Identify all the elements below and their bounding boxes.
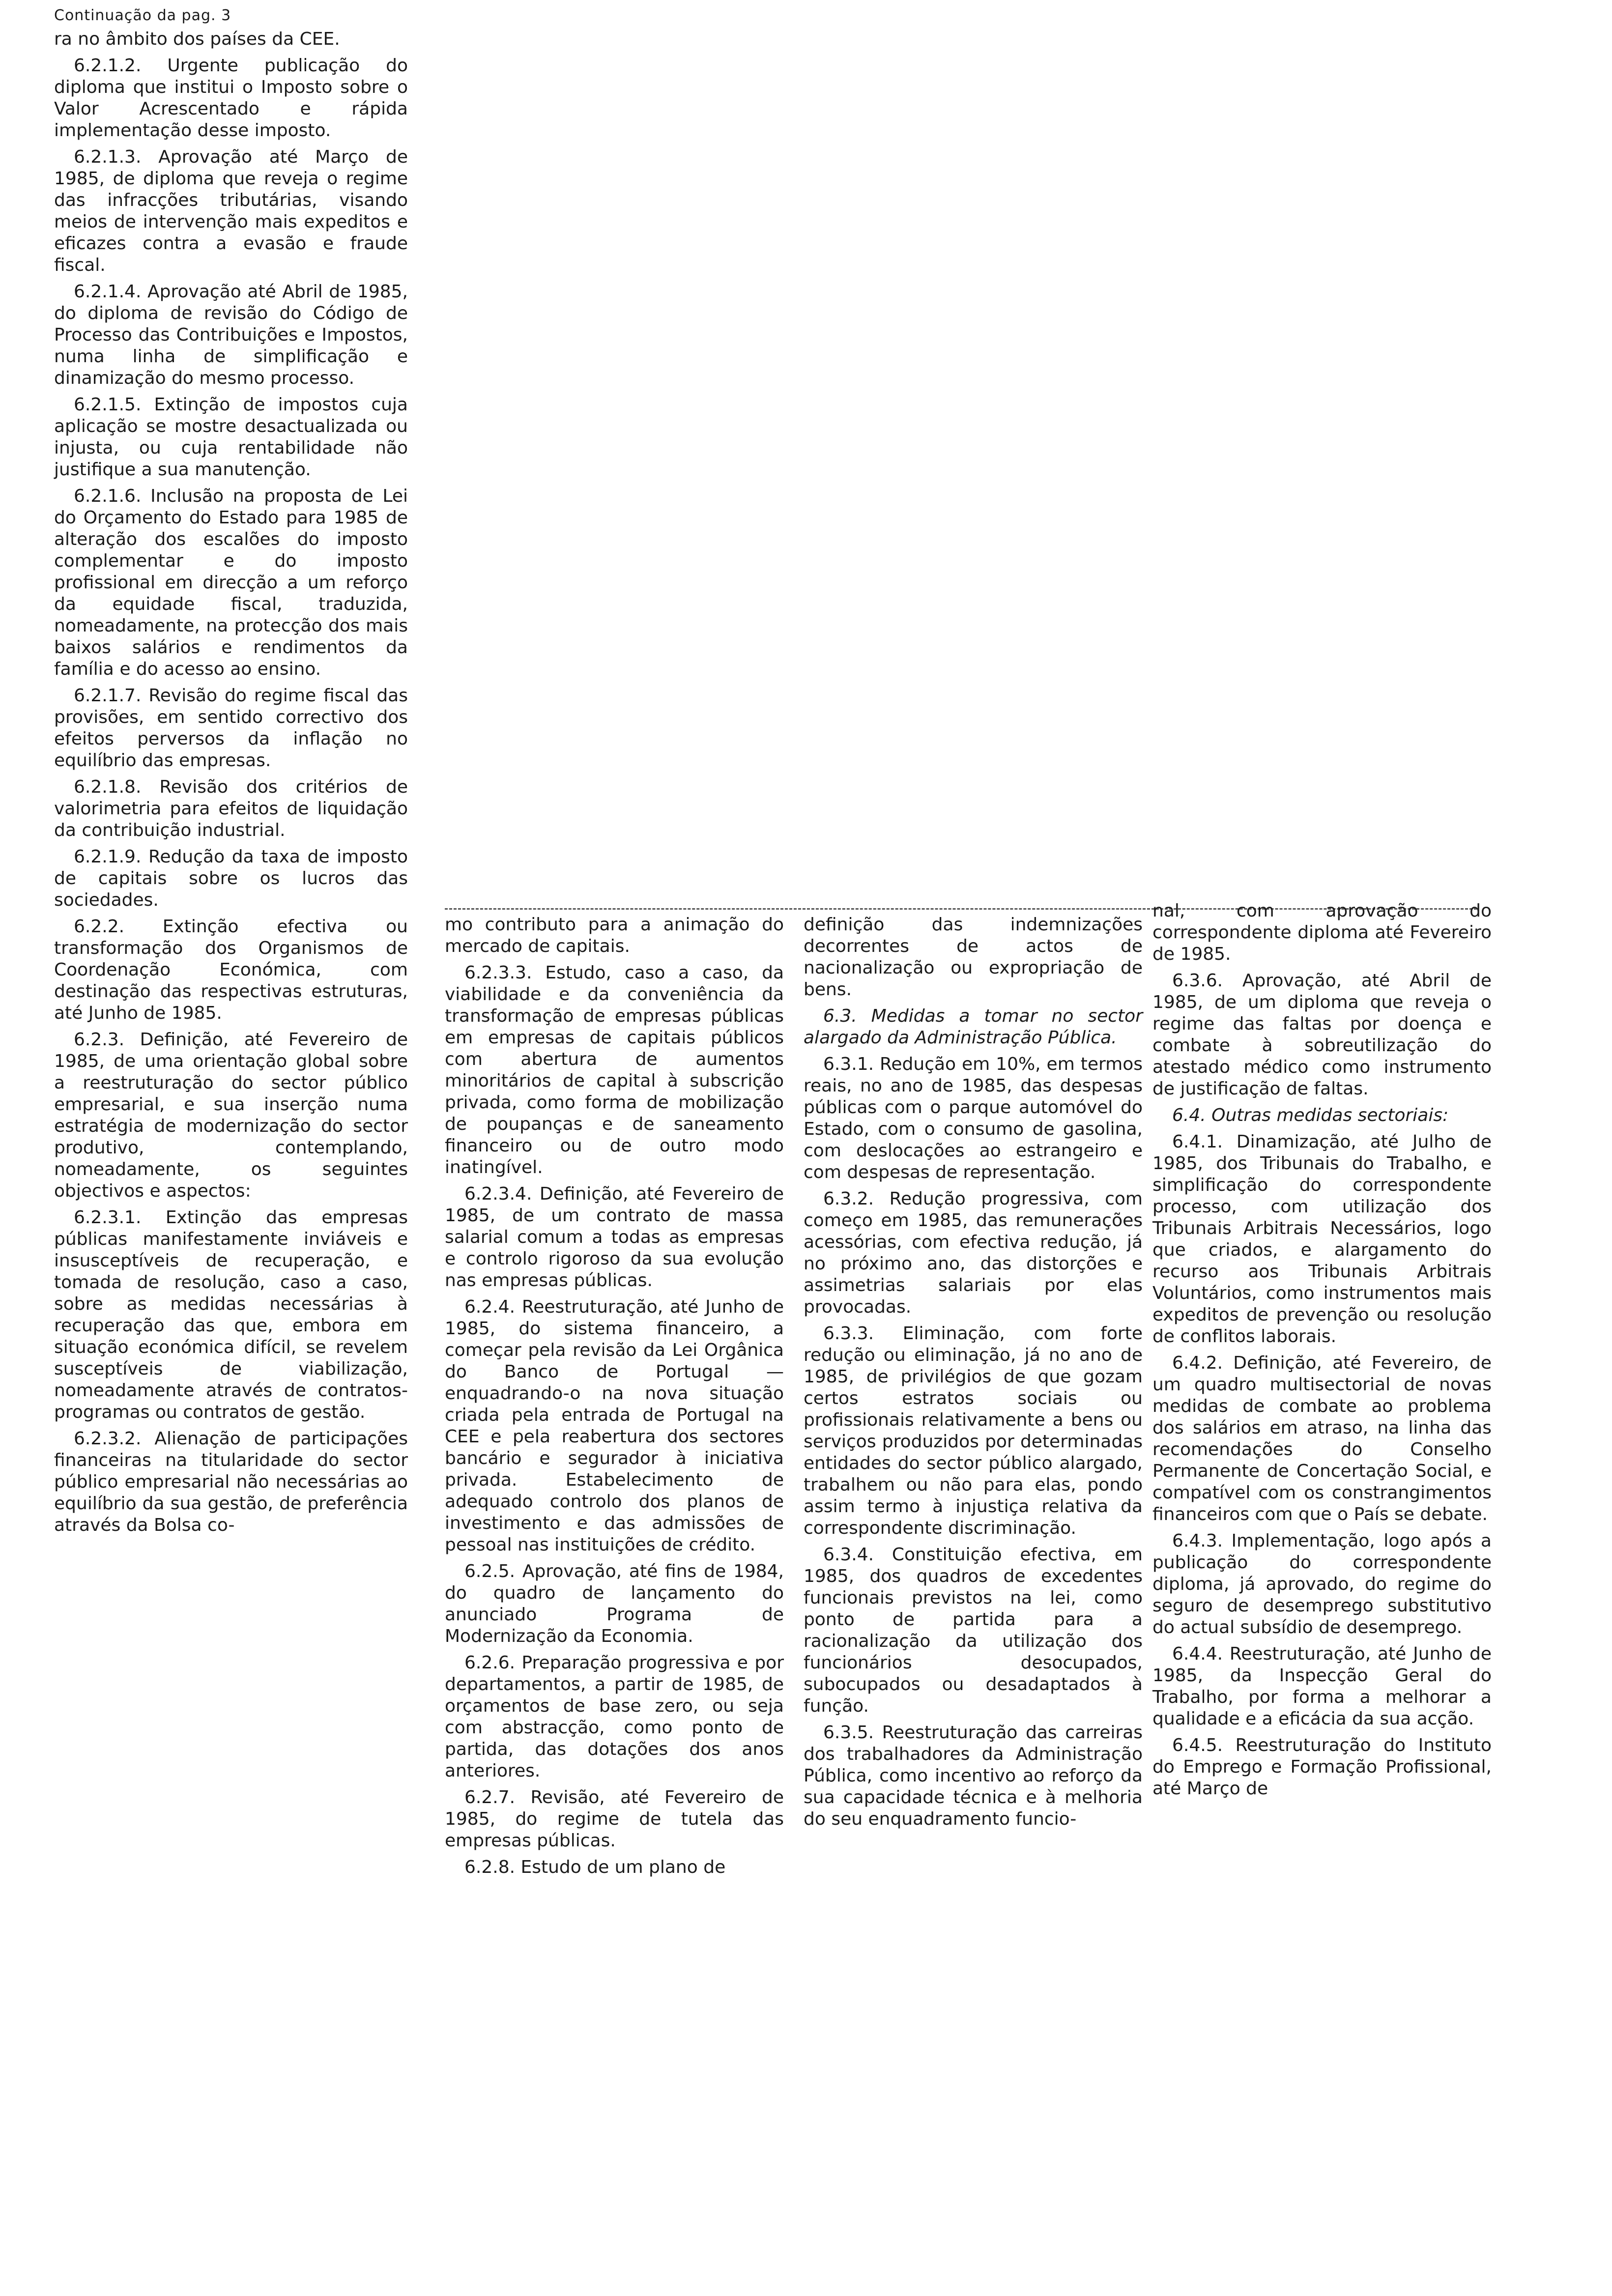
paragraph: 6.2.2. Extinção efectiva ou transformação dos Organismos de Coordenação Económica, com destinação das respectivas estruturas, até Junho de 1985.	[54, 917, 408, 1023]
text-column-1	[54, 29, 408, 1541]
paragraph: 6.3.3. Eliminação, com forte redução ou eliminação, já no ano de 1985, de privilégios de que gozam certos estratos sociais ou profissionais relativamente a bens ou serviços produzidos por determinadas entidades do sector público alargado, trabalhem ou não para elas, pondo assim termo à injustiça relativa da correspondente discriminação.	[804, 1323, 1143, 1538]
text-column-2	[445, 914, 784, 1883]
paragraph: 6.2.1.6. Inclusão na proposta de Lei do Orçamento do Estado para 1985 de alteração dos escalões do imposto complementar e do imposto profissional em direcção a um reforço da equidade fiscal, traduzida, nomeadamente, na protecção dos mais baixos salários e rendimentos da família e do acesso ao ensino.	[54, 486, 408, 679]
paragraph: 6.3.1. Redução em 10%, em termos reais, no ano de 1985, das despesas públicas com o parque automóvel do Estado, com o consumo de gasolina, com deslocações ao estrangeiro e com despesas de representação.	[804, 1054, 1143, 1182]
paragraph: 6.2.3. Definição, até Fevereiro de 1985, de uma orientação global sobre a reestruturação do sector público empresarial, e sua inserção numa estratégia de modernização do sector produtivo, contemplando, nomeadamente, os seguintes objectivos e aspectos:	[54, 1030, 408, 1201]
paragraph: 6.3.2. Redução progressiva, com começo em 1985, das remunerações acessórias, com efectiva redução, já no próximo ano, das distorções e assimetrias salariais por elas provocadas.	[804, 1189, 1143, 1317]
paragraph: 6.3.4. Constituição efectiva, em 1985, dos quadros de excedentes funcionais previstos na lei, como ponto de partida para a racionalização da utilização dos funcionários desocupados, subocupados ou desadaptados à função.	[804, 1545, 1143, 1716]
paragraph: 6.2.6. Preparação progressiva e por departamentos, a partir de 1985, de orçamentos de base zero, ou seja com abstracção, como ponto de partida, das dotações dos anos anteriores.	[445, 1653, 784, 1781]
paragraph: 6.2.1.9. Redução da taxa de imposto de capitais sobre os lucros das sociedades.	[54, 847, 408, 910]
section-heading: 6.4. Outras medidas sectoriais:	[1172, 1105, 1449, 1125]
paragraph: mo contributo para a animação do mercado de capitais.	[445, 915, 784, 956]
paragraph: definição das indemnizações decorrentes de actos de nacionalização ou expropriação de bens.	[804, 915, 1143, 1000]
text-column-4	[1152, 900, 1492, 1805]
paragraph: 6.2.1.5. Extinção de impostos cuja aplicação se mostre desactualizada ou injusta, ou cuja rentabilidade não justifique a sua manutenção.	[54, 395, 408, 480]
paragraph: 6.2.4. Reestruturação, até Junho de 1985, do sistema financeiro, a começar pela revisão da Lei Orgânica do Banco de Portugal — enquadrando-o na nova situação criada pela entrada de Portugal na CEE e pela reabertura dos sectores bancário e segurador à iniciativa privada. Estabelecimento de adequado controlo dos planos de investimento e das admissões de pessoal nas instituições de crédito.	[445, 1297, 784, 1555]
paragraph: 6.4.1. Dinamização, até Julho de 1985, dos Tribunais do Trabalho, e simplificação do correspondente processo, com utilização dos Tribunais Arbitrais Necessários, logo que criados, e alargamento do recurso aos Tribunais Arbitrais Voluntários, como instrumentos mais expeditos de prevenção ou resolução de conflitos laborais.	[1152, 1132, 1492, 1347]
paragraph: 6.2.1.4. Aprovação até Abril de 1985, do diploma de revisão do Código de Processo das Contribuições e Impostos, numa linha de simplificação e dinamização do mesmo processo.	[54, 282, 408, 388]
paragraph: nal, com aprovação do correspondente diploma até Fevereiro de 1985.	[1152, 901, 1492, 964]
paragraph: 6.2.8. Estudo de um plano de	[464, 1857, 726, 1877]
paragraph: 6.4.4. Reestruturação, até Junho de 1985, da Inspecção Geral do Trabalho, por forma a melhorar a qualidade e a eficácia da sua acção.	[1152, 1644, 1492, 1729]
paragraph: 6.2.1.2. Urgente publicação do diploma que institui o Imposto sobre o Valor Acrescentado e rápida implementação desse imposto.	[54, 56, 408, 141]
paragraph: 6.2.3.3. Estudo, caso a caso, da viabilidade e da conveniência da transformação de empresas públicas em empresas de capitais públicos com abertura de aumentos minoritários de capital à subscrição privada, como forma de mobilização de poupanças e de saneamento financeiro ou de outro modo inatingível.	[445, 963, 784, 1177]
paragraph: 6.2.7. Revisão, até Fevereiro de 1985, do regime de tutela das empresas públicas.	[445, 1787, 784, 1851]
paragraph: 6.2.1.7. Revisão do regime fiscal das provisões, em sentido correctivo dos efeitos perversos da inflação no equilíbrio das empresas.	[54, 686, 408, 771]
paragraph: 6.4.2. Definição, até Fevereiro, de um quadro multisectorial de novas medidas de combate ao problema dos salários em atraso, na linha das recomendações do Conselho Permanente de Concertação Social, e compatível com os constrangimentos financeiros com que o País se debate.	[1152, 1353, 1492, 1524]
paragraph: 6.3.6. Aprovação, até Abril de 1985, de um diploma que reveja o regime das faltas por doença e combate à sobreutilização do atestado médico como instrumento de justificação de faltas.	[1152, 971, 1492, 1099]
paragraph: 6.2.3.4. Definição, até Fevereiro de 1985, de um contrato de massa salarial comum a todas as empresas e controlo rigoroso da sua evolução nas empresas públicas.	[445, 1184, 784, 1291]
page-header: Continuação da pag. 3	[54, 7, 231, 24]
paragraph: 6.2.3.2. Alienação de participações financeiras na titularidade do sector público empresarial não necessárias ao equilíbrio da sua gestão, de preferência através da Bolsa co-	[54, 1429, 408, 1535]
paragraph: 6.2.3.1. Extinção das empresas públicas manifestamente inviáveis e insusceptíveis de recuperação, e tomada de resolução, caso a caso, sobre as medidas necessárias à recuperação das que, embora em situação económica difícil, se revelem susceptíveis de viabilização, nomeadamente através de contratos-programas ou contratos de gestão.	[54, 1207, 408, 1422]
paragraph: 6.2.5. Aprovação, até fins de 1984, do quadro de lançamento do anunciado Programa de Modernização da Economia.	[445, 1561, 784, 1646]
paragraph: 6.2.1.3. Aprovação até Março de 1985, de diploma que reveja o regime das infracções tributárias, visando meios de intervenção mais expeditos e eficazes contra a evasão e fraude fiscal.	[54, 147, 408, 275]
paragraph: 6.4.3. Implementação, logo após a publicação do correspondente diploma, já aprovado, do regime do seguro de desemprego substitutivo do actual subsídio de desemprego.	[1152, 1531, 1492, 1637]
paragraph: 6.4.5. Reestruturação do Instituto do Emprego e Formação Profissional, até Março de	[1152, 1735, 1492, 1799]
section-heading: 6.3. Medidas a tomar no sector alargado da Administração Pública.	[804, 1006, 1143, 1048]
paragraph: ra no âmbito dos países da CEE.	[54, 29, 340, 49]
text-column-3	[804, 914, 1143, 1835]
paragraph: 6.2.1.8. Revisão dos critérios de valorimetria para efeitos de liquidação da contribuição industrial.	[54, 777, 408, 840]
paragraph: 6.3.5. Reestruturação das carreiras dos trabalhadores da Administração Pública, como incentivo ao reforço da sua capacidade técnica e à melhoria do seu enquadramento funcio-	[804, 1722, 1143, 1829]
